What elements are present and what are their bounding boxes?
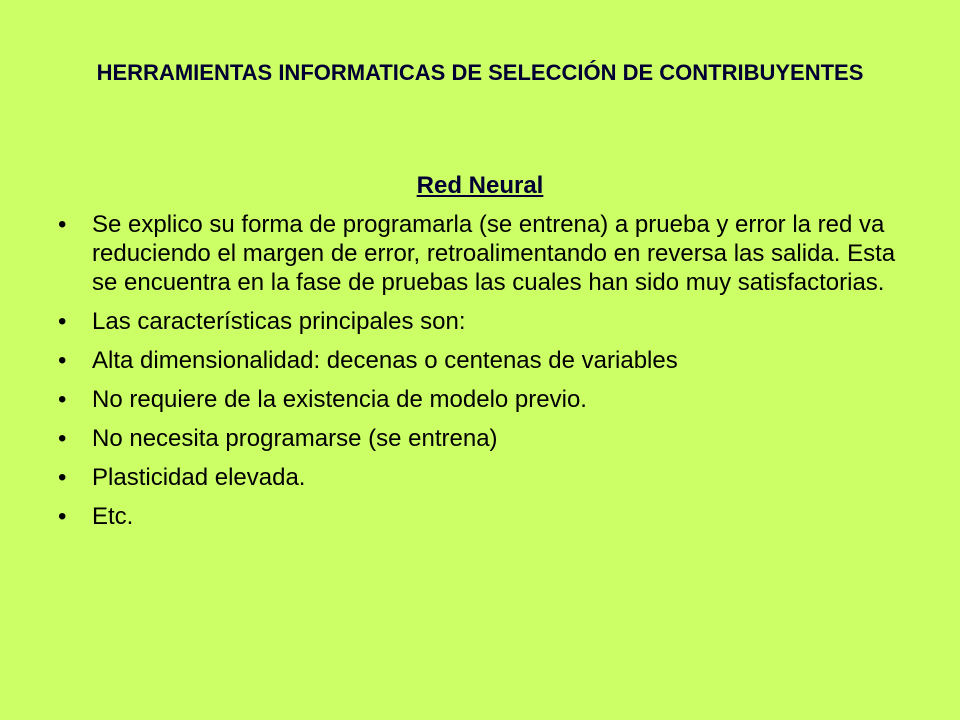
bullet-item <box>58 210 908 297</box>
bullet-icon: • <box>58 464 67 491</box>
bullet-item <box>58 346 908 375</box>
slide-title: HERRAMIENTAS INFORMATICAS DE SELECCIÓN DE CONTRIBUYENTES <box>96 60 864 85</box>
bullet-item <box>58 463 908 492</box>
bullet-item <box>58 307 908 336</box>
bullet-item <box>58 385 908 414</box>
bullet-icon: • <box>58 347 67 374</box>
bullet-text: Alta dimensionalidad: decenas o centenas de variables <box>92 347 678 374</box>
bullet-icon: • <box>58 211 67 238</box>
bullet-icon: • <box>58 308 67 335</box>
bullet-icon: • <box>58 386 67 413</box>
bullet-icon: • <box>58 503 67 530</box>
bullet-text: No requiere de la existencia de modelo previo. <box>92 386 587 413</box>
bullet-text: Las características principales son: <box>92 308 466 335</box>
bullet-list <box>58 210 908 541</box>
bullet-text: No necesita programarse (se entrena) <box>92 425 498 452</box>
bullet-text: Se explico su forma de programarla (se entrena) a prueba y error la red va reduciendo el margen de error, retroalimentando en reversa las salida. Esta se encuentra en la fase de pruebas las cuales han sido muy satisfactorias. <box>92 211 896 296</box>
section-heading: Red Neural <box>416 172 544 199</box>
bullet-text: Etc. <box>92 503 134 530</box>
bullet-item <box>58 502 908 531</box>
bullet-icon: • <box>58 425 67 452</box>
bullet-text: Plasticidad elevada. <box>92 464 306 491</box>
bullet-item <box>58 424 908 453</box>
